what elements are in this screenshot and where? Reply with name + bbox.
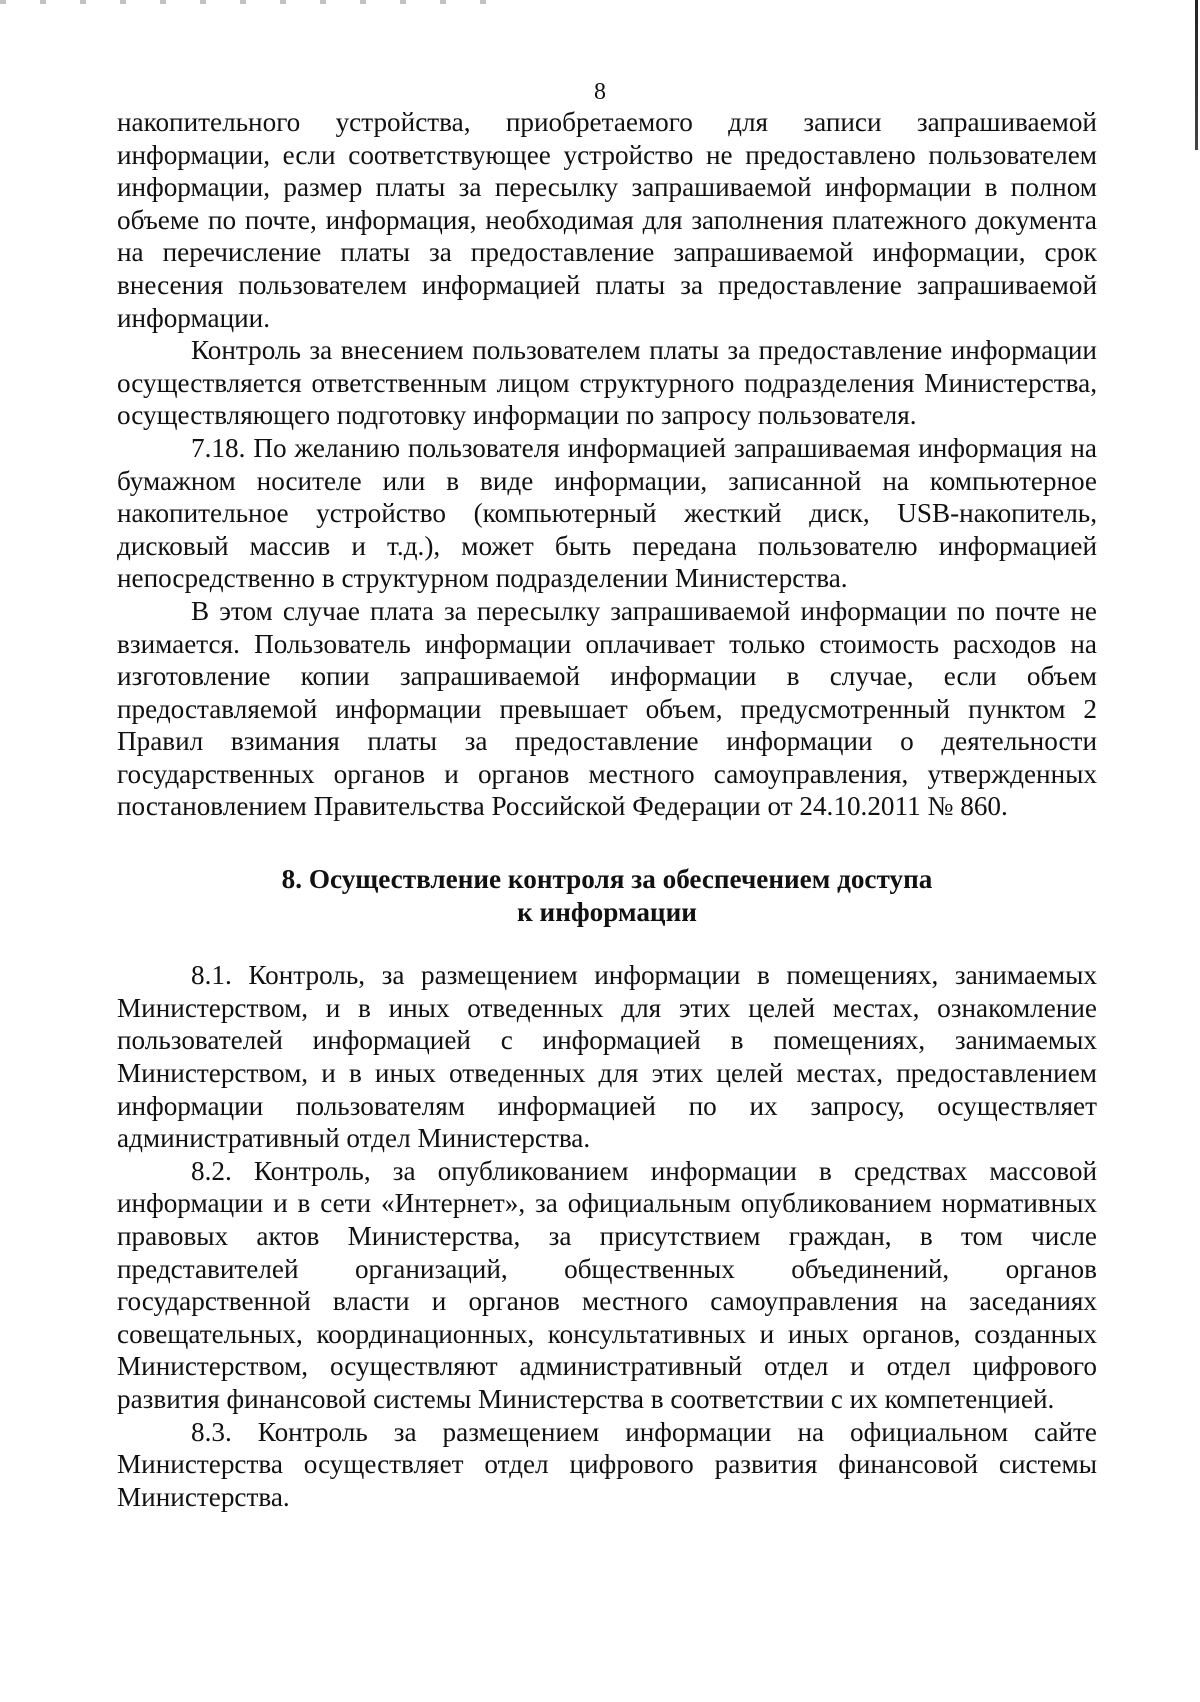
scan-artifact-edge: [1195, 0, 1198, 150]
scan-artifact-top: [0, 0, 520, 4]
paragraph-postage: В этом случае плата за пересылку запрашиваемой информации по почте не взимается. Пользователь информации оплачивает только стоимость расходов на изготовление копии запрашиваемой информации в случае, если объем предоставляемой информации превышает объем, предусмотренный пунктом 2 Правил взимания платы за предоставление информации о деятельности государственных органов и органов местного самоуправления, утвержденных постановлением Правительства Российской Федерации от 24.10.2011 № 860.: [117, 595, 1097, 822]
section-heading: [117, 863, 1097, 928]
paragraph-payment-control: Контроль за внесением пользователем платы за предоставление информации осуществляется ответственным лицом структурного подразделения Министерства, осуществляющего подготовку информации по запросу пользователя.: [117, 335, 1097, 431]
paragraph-8-2: 8.2. Контроль, за опубликованием информации в средствах массовой информации и в сети «Интернет», за официальным опубликованием нормативных правовых актов Министерства, за присутствием граждан, в том числе представителей организаций, общественных объединений, органов государственной власти и органов местного самоуправления на заседаниях совещательных, координационных, консультативных и иных органов, созданных Министерством, осуществляют административный отдел и отдел цифрового развития финансовой системы Министерства в соответствии с их компетенцией.: [117, 1155, 1097, 1414]
paragraph-8-3: 8.3. Контроль за размещением информации на официальном сайте Министерства осуществляет отдел цифрового развития финансовой системы Министерства.: [117, 1416, 1097, 1512]
document-page: [117, 106, 1097, 1513]
paragraph-8-1: 8.1. Контроль, за размещением информации в помещениях, занимаемых Министерством, и в иных отведенных для этих целей местах, ознакомление пользователей информацией с информацией в помещениях, занимаемых Министерством, и в иных отведенных для этих целей местах, предоставлением информации пользователям информацией по их запросу, осуществляет административный отдел Министерства.: [117, 960, 1097, 1154]
paragraph-continuation: накопительного устройства, приобретаемого для записи запрашиваемой информации, если соответствующее устройство не предоставлено пользователем информации, размер платы за пересылку запрашиваемой информации в полном объеме по почте, информация, необходимая для заполнения платежного документа на перечисление платы за предоставление запрашиваемой информации, срок внесения пользователем информацией платы за предоставление запрашиваемой информации.: [117, 107, 1097, 333]
section-heading-line-1: 8. Осуществление контроля за обеспечением доступа: [281, 864, 933, 895]
paragraph-7-18: 7.18. По желанию пользователя информацией запрашиваемая информация на бумажном носителе или в виде информации, записанной на компьютерное накопительное устройство (компьютерный жесткий диск, USB-накопитель, дисковый массив и т.д.), может быть передана пользователю информацией непосредственно в структурном подразделении Министерства.: [117, 432, 1097, 594]
page-number: 8: [594, 79, 606, 105]
section-heading-line-2: к информации: [517, 896, 697, 927]
